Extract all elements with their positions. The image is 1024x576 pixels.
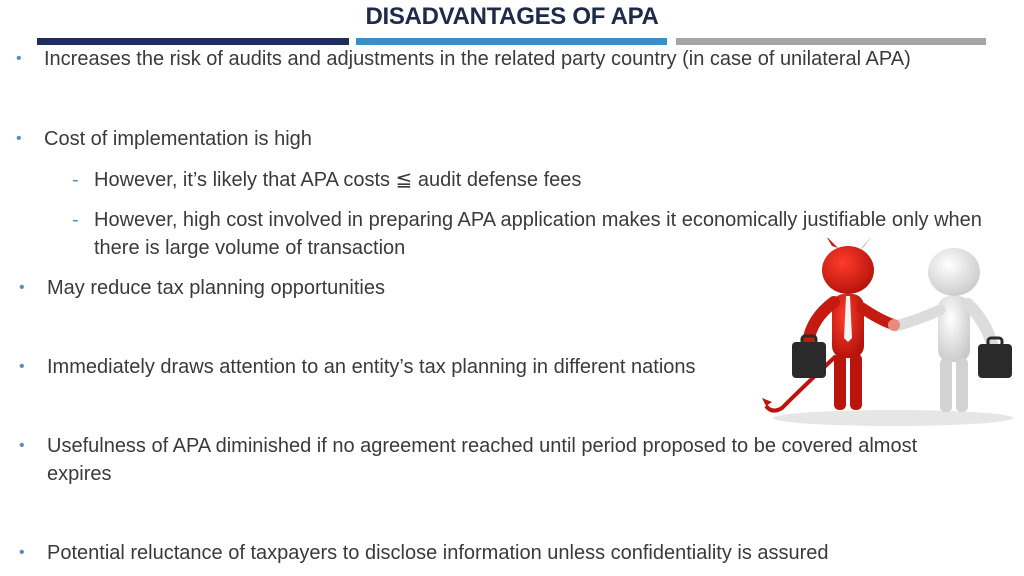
sub-bullet-dash-icon: - — [72, 209, 79, 231]
bullet-dot-icon: • — [19, 437, 25, 454]
bullet-item — [19, 432, 947, 488]
bullet-dot-icon: • — [19, 358, 25, 375]
bullet-item — [16, 45, 1004, 73]
bullet-item — [19, 274, 747, 302]
sub-bullet-text: However, it’s likely that APA costs ≦ audit defense fees — [94, 169, 582, 191]
bullet-dot-icon: • — [16, 130, 22, 147]
bullet-dot-icon: • — [19, 279, 25, 296]
sub-bullet-item — [72, 166, 974, 194]
bullet-text: Immediately draws attention to an entity’s tax planning in different nations — [47, 356, 696, 378]
bullet-item — [19, 539, 987, 567]
bullet-dot-icon: • — [19, 544, 25, 561]
bullet-text: Increases the risk of audits and adjustments in the related party country (in case of unilateral APA) — [44, 48, 911, 70]
bullet-dot-icon: • — [16, 50, 22, 67]
bullet-text: Cost of implementation is high — [44, 128, 312, 150]
sub-bullet-text: However, high cost involved in preparing APA application makes it economically justifiable only when there is large volume of transaction — [94, 209, 982, 259]
title-underline-segment-1 — [37, 38, 349, 45]
bullet-text: May reduce tax planning opportunities — [47, 277, 385, 299]
devil-figure — [762, 238, 892, 411]
devil-handshake-illustration-icon — [762, 238, 1024, 428]
title-underline-segment-2 — [356, 38, 667, 45]
bullet-text: Usefulness of APA diminished if no agreement reached until period proposed to be covered almost expires — [47, 435, 918, 485]
sub-bullet-dash-icon: - — [72, 169, 79, 191]
bullet-text: Potential reluctance of taxpayers to disclose information unless confidentiality is assured — [47, 542, 829, 564]
bullet-item — [16, 125, 944, 153]
title-underline-segment-3 — [676, 38, 986, 45]
slide-title: DISADVANTAGES OF APA — [365, 3, 659, 30]
bullet-item — [19, 353, 767, 381]
white-figure — [896, 248, 1012, 412]
